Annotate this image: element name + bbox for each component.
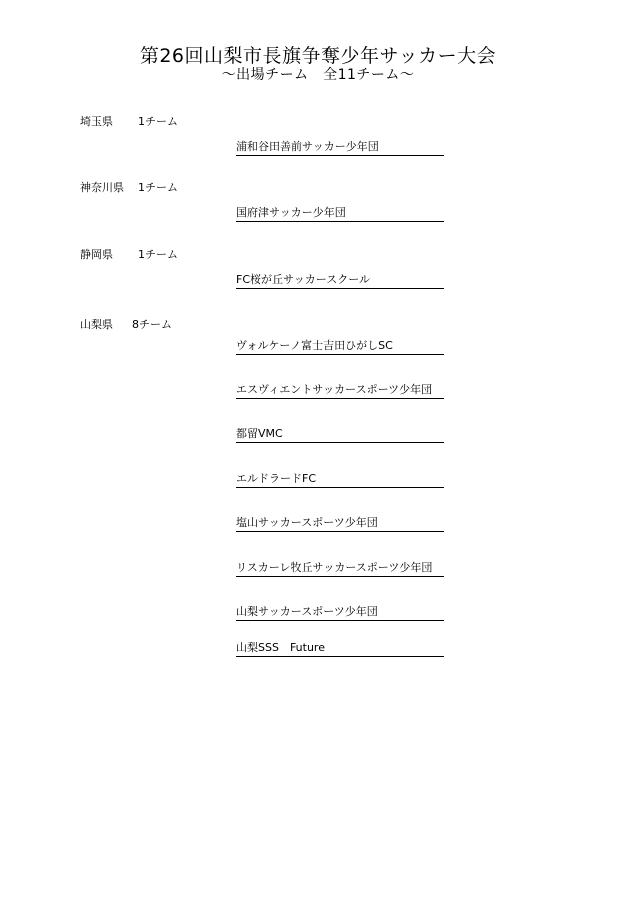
document-title: 第26回山梨市長旗争奪少年サッカー大会 bbox=[139, 45, 497, 67]
prefecture-team-count: 1チーム bbox=[138, 181, 178, 194]
prefecture-name: 神奈川県 bbox=[80, 181, 124, 194]
team-entry: リスカーレ牧丘サッカースポーツ少年団 bbox=[236, 561, 444, 577]
prefecture-name: 埼玉県 bbox=[80, 115, 113, 128]
team-entry: エルドラードFC bbox=[236, 472, 444, 488]
team-entry: 塩山サッカースポーツ少年団 bbox=[236, 516, 444, 532]
prefecture-team-count: 1チーム bbox=[138, 115, 178, 128]
team-entry: エスヴィエントサッカースポーツ少年団 bbox=[236, 383, 444, 399]
prefecture-team-count: 1チーム bbox=[138, 248, 178, 261]
team-entry: 山梨SSS Future bbox=[236, 641, 444, 657]
prefecture-name: 静岡県 bbox=[80, 248, 113, 261]
team-entry: FC桜が丘サッカースクール bbox=[236, 273, 444, 289]
team-entry: 都留VMC bbox=[236, 427, 444, 443]
prefecture-heading bbox=[80, 115, 178, 129]
prefecture-team-count: 8チーム bbox=[132, 318, 172, 331]
prefecture-heading bbox=[80, 318, 172, 332]
prefecture-name: 山梨県 bbox=[80, 318, 113, 331]
document-subtitle: ～出場チーム 全11チーム～ bbox=[221, 67, 415, 83]
prefecture-heading bbox=[80, 248, 178, 262]
team-entry: 山梨サッカースポーツ少年団 bbox=[236, 605, 444, 621]
team-entry: ヴォルケーノ富士吉田ひがしSC bbox=[236, 339, 444, 355]
team-entry: 国府津サッカー少年団 bbox=[236, 206, 444, 222]
prefecture-heading bbox=[80, 181, 178, 195]
team-entry: 浦和谷田善前サッカー少年団 bbox=[236, 140, 444, 156]
